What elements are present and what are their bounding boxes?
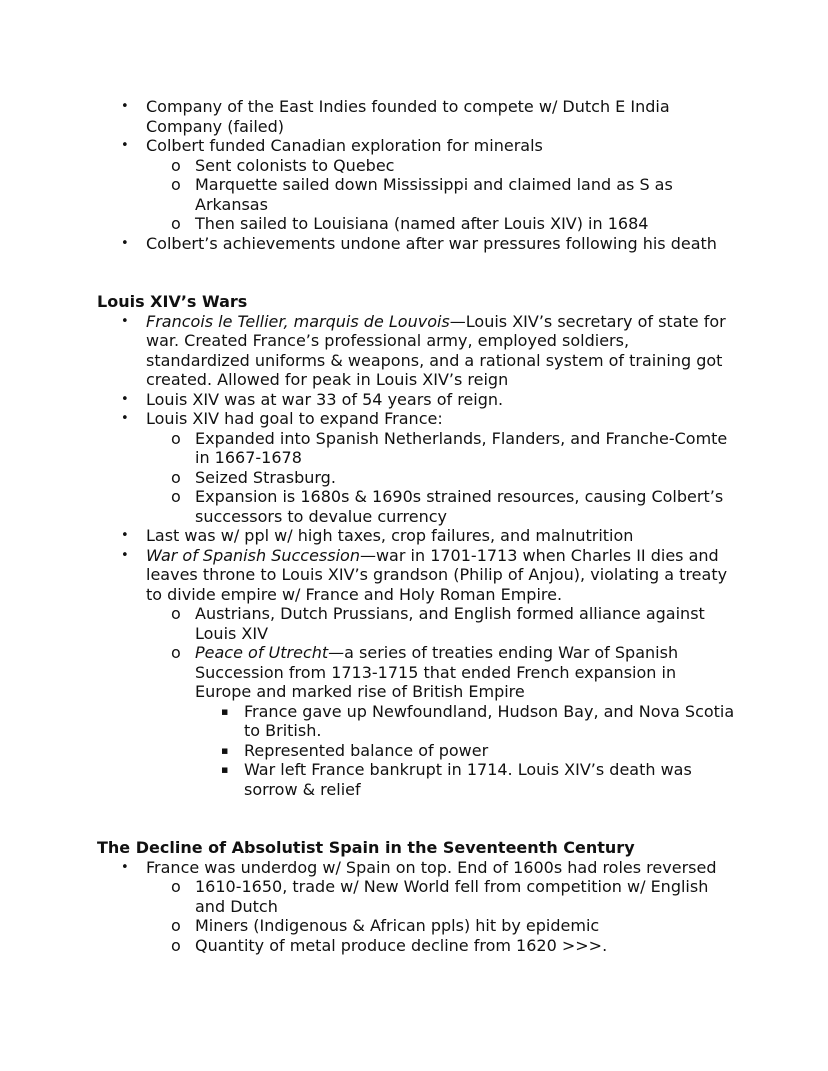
circle-marker: o: [171, 175, 181, 194]
circle-marker: o: [171, 877, 181, 896]
sub-item-text: Marquette sailed down Mississippi and claimed land as S as Arkansas: [195, 175, 673, 214]
bullet-marker: •: [121, 138, 129, 153]
sub-item-text: Expansion is 1680s & 1690s strained resources, causing Colbert’s successors to devalue currency: [195, 487, 724, 526]
sub-item-text: —a series of treaties ending War of Spanish Succession from 1713-1715 that ended French expansion in Europe and marked rise of British Empire: [195, 643, 679, 701]
bullet-marker: •: [121, 313, 129, 329]
sub-list-item: [146, 916, 737, 936]
list-item-text: Colbert funded Canadian exploration for minerals: [146, 136, 543, 155]
spacer: [97, 799, 737, 838]
sub-list: [146, 604, 737, 799]
sub-item-text: Austrians, Dutch Prussians, and English formed alliance against Louis XIV: [195, 604, 705, 643]
bullet-marker: •: [121, 235, 129, 251]
sub-item-text: Then sailed to Louisiana (named after Louis XIV) in 1684: [195, 214, 649, 233]
sub-list: [146, 429, 737, 527]
sub-list-item: [146, 877, 737, 916]
sub-sub-item-text: Represented balance of power: [244, 740, 489, 760]
wars-bullet-list: [97, 312, 737, 800]
list-item-text: Company of the East Indies founded to compete w/ Dutch E India Company (failed): [146, 97, 670, 136]
top-bullet-list: [97, 97, 737, 253]
list-item: [97, 390, 737, 410]
sub-sub-item-text: War left France bankrupt in 1714. Louis XIV’s death was sorrow & relief: [244, 760, 692, 799]
sub-list-item: [146, 643, 737, 799]
sub-list-item: [146, 429, 737, 468]
sub-list-item: [146, 604, 737, 643]
notes-content: [97, 97, 737, 955]
list-item-text: France was underdog w/ Spain on top. End of 1600s had roles reversed: [146, 857, 717, 877]
spacer: [97, 253, 737, 292]
term-spanish-succession: War of Spanish Succession: [146, 545, 360, 565]
sub-list-item: [146, 156, 737, 176]
circle-marker: o: [171, 214, 181, 233]
list-item: [97, 234, 737, 254]
sub-list-item: [146, 487, 737, 526]
list-item: [97, 136, 737, 234]
sub-list-item: [146, 936, 737, 956]
sub-sub-list-item: [195, 702, 737, 741]
sub-item-text: Miners (Indigenous & African ppls) hit by epidemic: [195, 916, 600, 935]
circle-marker: o: [171, 643, 181, 662]
square-marker: ▪: [221, 743, 229, 757]
circle-marker: o: [171, 916, 181, 935]
sub-sub-list-item: [195, 760, 737, 799]
square-marker: ▪: [221, 704, 229, 718]
sub-list-item: [146, 214, 737, 234]
bullet-marker: •: [121, 859, 129, 875]
circle-marker: o: [171, 155, 181, 175]
bullet-marker: •: [121, 411, 129, 426]
sub-sub-list-item: [195, 741, 737, 761]
list-item: [97, 526, 737, 546]
list-item-text: —Louis XIV’s secretary of state for war. Created France’s professional army, employed soldiers, standardized uniforms & weapons, and a rational system of training got created. Allowed for peak in Louis XIV’s reign: [146, 311, 726, 389]
sub-list-item: [146, 175, 737, 214]
sub-sub-list: [195, 702, 737, 800]
list-item: [97, 409, 737, 526]
sub-item-text: 1610-1650, trade w/ New World fell from competition w/ English and Dutch: [195, 877, 709, 916]
list-item: [97, 312, 737, 390]
bullet-marker: •: [121, 391, 129, 407]
section-heading-wars: Louis XIV’s Wars: [97, 292, 248, 311]
sub-sub-item-text: France gave up Newfoundland, Hudson Bay, and Nova Scotia to British.: [244, 701, 735, 740]
bullet-marker: •: [121, 528, 129, 543]
term-louvois: Francois le Tellier, marquis de Louvois: [146, 311, 450, 331]
square-marker: ▪: [221, 763, 229, 776]
circle-marker: o: [171, 428, 181, 448]
sub-list-item: [146, 468, 737, 488]
sub-list: [146, 877, 737, 955]
list-item: [97, 858, 737, 956]
spain-bullet-list: [97, 858, 737, 956]
list-item: [97, 97, 737, 136]
list-item-text: —war in 1701-1713 when Charles II dies and leaves throne to Louis XIV’s grandson (Philip of Anjou), violating a treaty to divide empire w/ France and Holy Roman Empire.: [146, 545, 728, 604]
bullet-marker: •: [121, 99, 129, 114]
section-heading-spain: The Decline of Absolutist Spain in the Seventeenth Century: [97, 838, 635, 857]
list-item: [97, 546, 737, 800]
sub-list: [146, 156, 737, 234]
term-peace-of-utrecht: Peace of Utrecht: [195, 643, 329, 662]
list-item-text: Colbert’s achievements undone after war pressures following his death: [146, 233, 717, 253]
list-item-text: Last was w/ ppl w/ high taxes, crop failures, and malnutrition: [146, 526, 634, 545]
circle-marker: o: [171, 487, 181, 506]
list-item-text: Louis XIV had goal to expand France:: [146, 409, 443, 428]
sub-item-text: Expanded into Spanish Netherlands, Flanders, and Franche-Comte in 1667-1678: [195, 428, 728, 467]
sub-item-text: Seized Strasburg.: [195, 467, 336, 487]
circle-marker: o: [171, 467, 181, 487]
list-item-text: Louis XIV was at war 33 of 54 years of reign.: [146, 389, 504, 409]
circle-marker: o: [171, 935, 181, 955]
bullet-marker: •: [121, 547, 129, 563]
circle-marker: o: [171, 604, 181, 623]
sub-item-text: Sent colonists to Quebec: [195, 155, 395, 175]
sub-item-text: Quantity of metal produce decline from 1620 >>>.: [195, 935, 608, 955]
